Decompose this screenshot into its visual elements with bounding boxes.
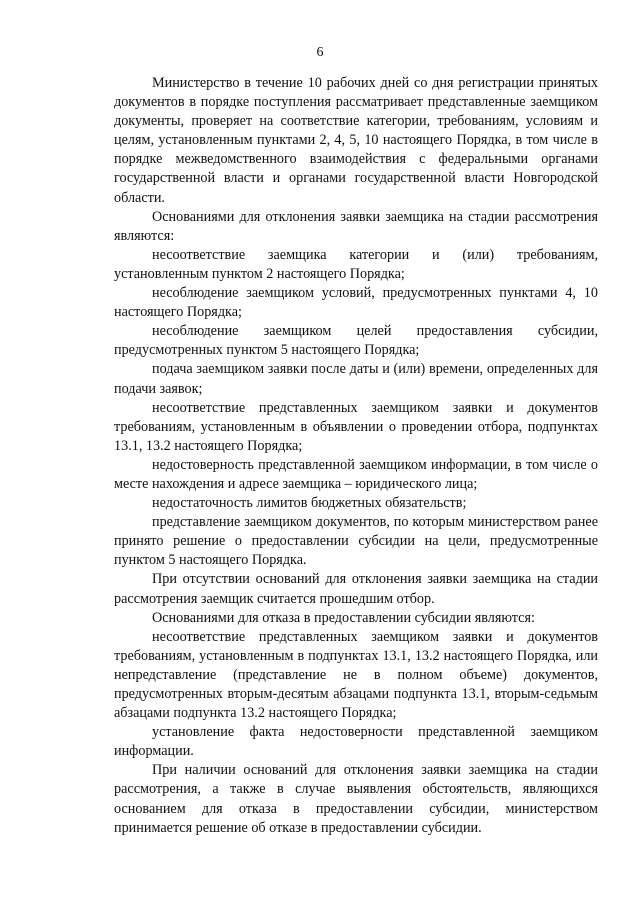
paragraph-rejection-grounds-intro: Основаниями для отклонения заявки заемщика на стадии рассмотрения являются: <box>114 208 598 244</box>
list-item-refusal-false-information: установление факта недостоверности представленной заемщиком информации. <box>114 724 598 760</box>
list-item-documents-mismatch: несоответствие представленных заемщиком заявки и документов требованиям, установленным в объявлении о проведении отбора, подпунктах 13.1, 13.2 настоящего Порядка; <box>114 399 598 454</box>
list-item-conditions-violation: несоблюдение заемщиком условий, предусмотренных пунктами 4, 10 настоящего Порядка; <box>114 285 598 321</box>
paragraph-refusal-decision: При наличии оснований для отклонения заявки заемщика на стадии рассмотрения, а также в случае выявления обстоятельств, являющихся основанием для отказа в предоставлении субсидии, министерством принимается решение об отказе в предоставлении субсидии. <box>114 762 598 836</box>
list-item-late-submission: подача заемщиком заявки после даты и (или) времени, определенных для подачи заявок; <box>114 361 598 397</box>
list-item-refusal-documents: несоответствие представленных заемщиком заявки и документов требованиям, установленным в подпунктах 13.1, 13.2 настоящего Порядка, или непредставление (представление не в полном объеме) документов, предусмотренных вторым-десятым абзацами подпункта 13.1, вторым-седьмым абзацами подпункта 13.2 настоящего Порядка; <box>114 628 598 722</box>
list-item-insufficient-limits: недостаточность лимитов бюджетных обязательств; <box>152 495 467 512</box>
paragraph-review-procedure: Министерство в течение 10 рабочих дней со дня регистрации принятых документов в порядке поступления рассматривает представленные заемщиком документы, проверяет на соответствие категории, требованиям, условиям и целям, установленным пунктами 2, 4, 5, 10 настоящего Порядка, в том числе в порядке межведомственного взаимодействия с федеральными органами государственной власти и органами государственной власти Новгородской области. <box>114 75 598 206</box>
list-item-purpose-violation: несоблюдение заемщиком целей предоставления субсидии, предусмотренных пунктом 5 настоящего Порядка; <box>114 323 598 359</box>
page-number: 6 <box>316 45 324 60</box>
paragraph-refusal-grounds-intro: Основаниями для отказа в предоставлении субсидии являются: <box>152 609 535 626</box>
list-item-duplicate-documents: представление заемщиком документов, по которым министерством ранее принято решение о предоставлении субсидии на цели, предусмотренные пунктом 5 настоящего Порядка. <box>114 514 598 569</box>
paragraph-passed-selection: При отсутствии оснований для отклонения заявки заемщика на стадии рассмотрения заемщик считается прошедшим отбор. <box>114 571 598 607</box>
list-item-false-information: недостоверность представленной заемщиком информации, в том числе о месте нахождения и адресе заемщика – юридического лица; <box>114 456 598 492</box>
document-body <box>114 74 598 838</box>
list-item-category-mismatch: несоответствие заемщика категории и (или) требованиям, установленным пунктом 2 настоящего Порядка; <box>114 246 598 282</box>
